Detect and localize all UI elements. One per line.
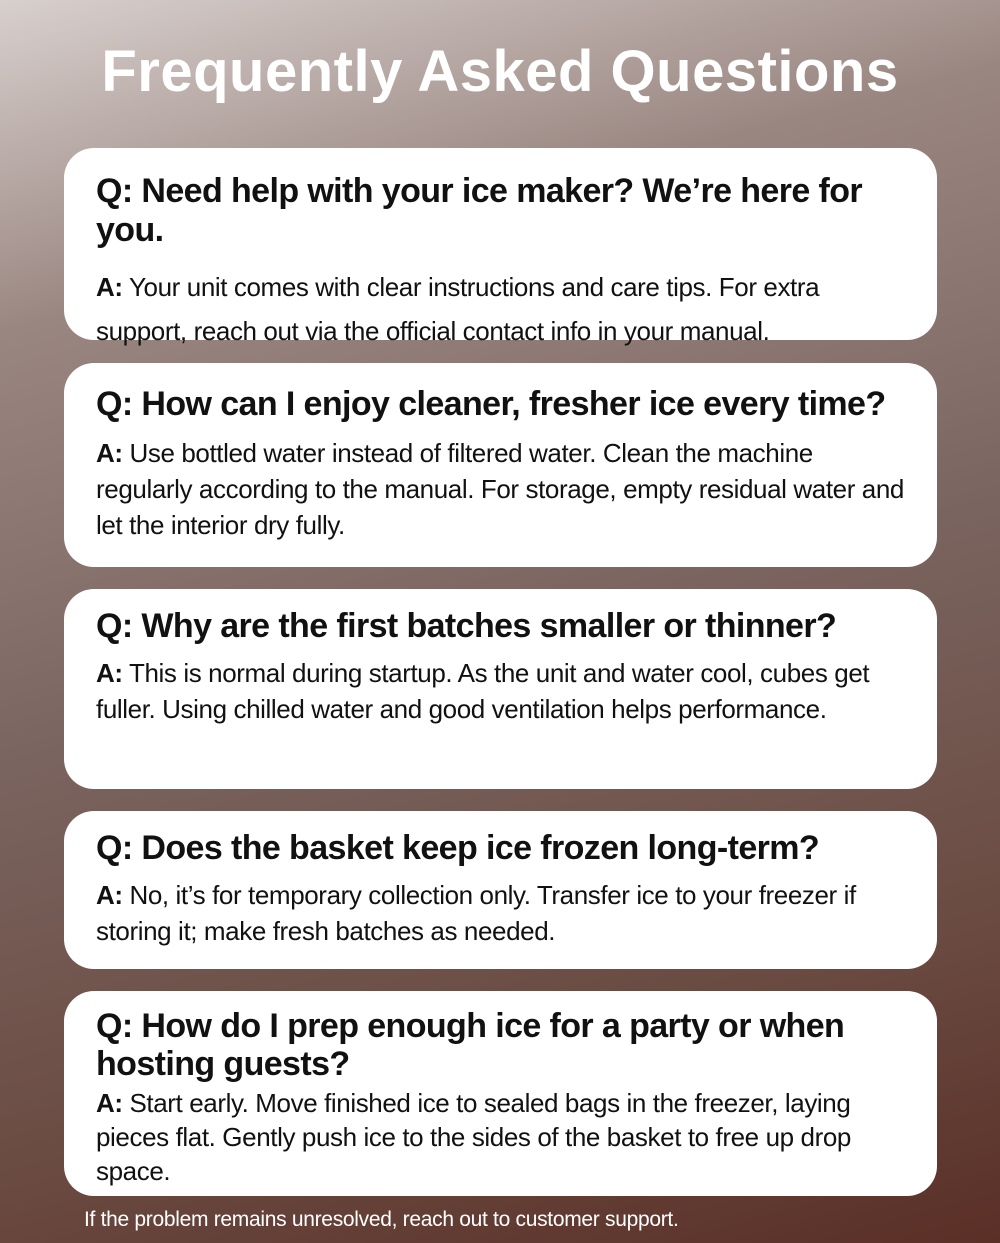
answer-prefix: A: <box>96 658 123 689</box>
faq-answer-text: Start early. Move finished ice to sealed bags in the freezer, laying pieces flat. Gently push ice to the sides of the basket to free up drop space. <box>96 1088 851 1186</box>
faq-answer <box>96 1087 913 1188</box>
faq-card-cleaner-ice <box>64 363 937 567</box>
faq-card-basket <box>64 811 937 969</box>
page-title: Frequently Asked Questions <box>101 39 899 104</box>
faq-answer <box>96 436 913 544</box>
faq-card-support <box>64 148 937 346</box>
faq-question: Q: How can I enjoy cleaner, fresher ice every time? <box>96 385 886 423</box>
faq-answer <box>96 656 913 728</box>
faq-answer-text: Your unit comes with clear instructions and care tips. For extra support, reach out via the official contact info in your manual. <box>96 272 820 346</box>
faq-answer <box>96 266 913 353</box>
faq-question: Q: Does the basket keep ice frozen long-term? <box>96 829 820 867</box>
faq-question: Q: How do I prep enough ice for a party or when hosting guests? <box>96 1007 845 1084</box>
footer-note: If the problem remains unresolved, reach out to customer support. <box>84 1208 679 1231</box>
answer-prefix: A: <box>96 1088 123 1119</box>
faq-answer-text: This is normal during startup. As the unit and water cool, cubes get fuller. Using chilled water and good ventilation helps performance. <box>96 658 870 724</box>
faq-question: Q: Why are the first batches smaller or thinner? <box>96 607 837 645</box>
faq-answer-text: Use bottled water instead of filtered water. Clean the machine regularly according to the manual. For storage, empty residual water and let the interior dry fully. <box>96 438 904 540</box>
faq-answer <box>96 878 913 950</box>
faq-card-first-batches <box>64 589 937 789</box>
answer-prefix: A: <box>96 272 123 303</box>
answer-prefix: A: <box>96 880 123 911</box>
faq-card-party-prep <box>64 991 937 1196</box>
answer-prefix: A: <box>96 438 123 469</box>
faq-question: Q: Need help with your ice maker? We’re here for you. <box>96 172 863 250</box>
faq-answer-text: No, it’s for temporary collection only. Transfer ice to your freezer if storing it; make fresh batches as needed. <box>96 880 856 946</box>
